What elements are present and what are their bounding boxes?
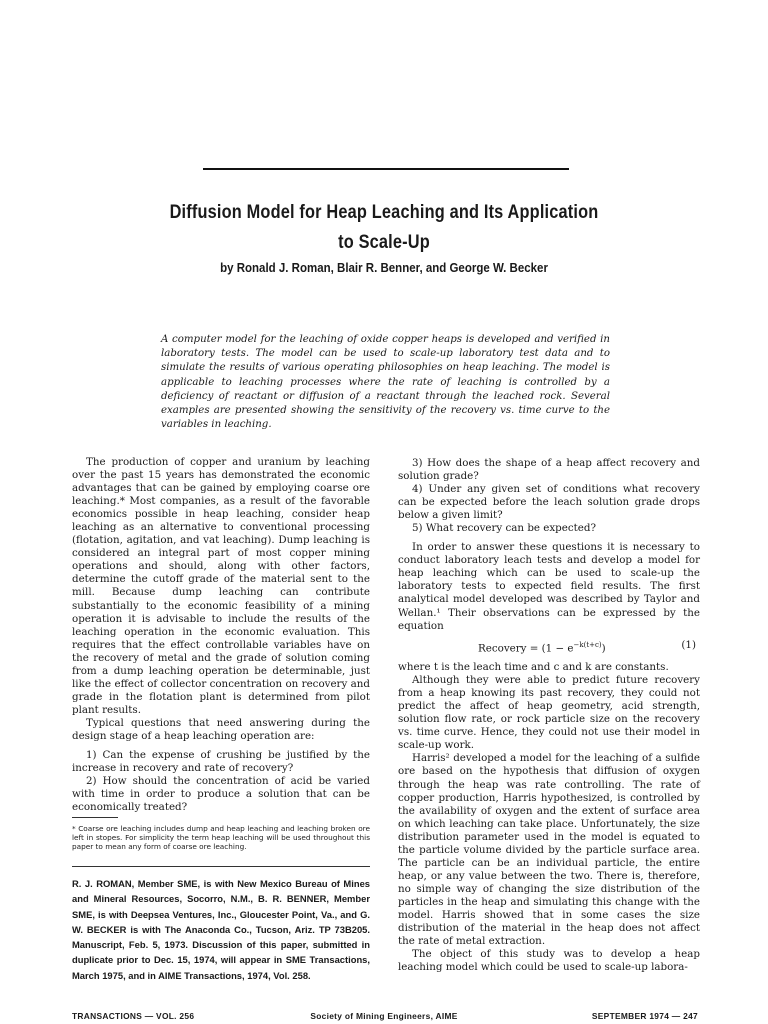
question-item: 2) How should the concentration of acid be varied with time in order to produce a solution that can be economically treated? <box>72 775 370 814</box>
title-line-1: Diffusion Model for Heap Leaching and Its Application <box>169 202 599 223</box>
equation-text: Recovery = (1 − e <box>478 642 574 655</box>
footer-date-page: SEPTEMBER 1974 — 247 <box>591 1011 698 1021</box>
left-column <box>72 456 370 814</box>
equation-number: (1) <box>681 638 696 651</box>
footnote-rule <box>72 817 118 818</box>
right-column <box>398 457 700 974</box>
equation-body <box>478 639 606 655</box>
footer-journal: TRANSACTIONS — VOL. 256 <box>72 1011 195 1021</box>
paragraph: where t is the leach time and c and k are constants. <box>398 661 669 674</box>
question-item: 5) What recovery can be expected? <box>412 522 596 535</box>
equation-close: ) <box>601 642 606 655</box>
footnote: * Coarse ore leaching includes dump and heap leaching and leaching broken ore left in stopes. For simplicity the term heap leaching will be used throughout this paper to mean any form of coarse ore leaching. <box>72 824 370 851</box>
title-line-2: to Scale-Up <box>338 232 430 253</box>
title-rule <box>203 168 569 170</box>
paragraph: Typical questions that need answering during the design stage of a heap leaching operation are: <box>72 716 370 742</box>
paragraph: The production of copper and uranium by leaching over the past 15 years has demonstrated the economic advantages that can be gained by employing coarse ore leaching.* Most companies, as a result of the favorable economics possible in heap leaching, consider heap leaching as an alternative to conventional processing (flotation, agitation, and vat leaching). Dump leaching is considered an integral part of most copper mining operations and should, along with other factors, determine the cutoff grade of the material sent to the mill. Because dump leaching can contribute substantially to the economic feasibility of a mining operation it is advisable to include the results of the leaching operation in the economic evaluation. This requires that the effect controllable variables have on the recovery of metal and the grade of solution coming from a dump leaching operation be determinable, just like the effect of collector concentration on recovery and grade in the flotation plant is determined from pilot plant results. <box>72 456 370 716</box>
question-item: 4) Under any given set of conditions what recovery can be expected before the leach solution grade drops below a given limit? <box>398 483 700 522</box>
equation-1 <box>398 633 700 661</box>
paragraph: The object of this study was to develop a heap leaching model which could be used to scale-up labora- <box>398 948 700 974</box>
paragraph: Harris² developed a model for the leaching of a sulfide ore based on the hypothesis that diffusion of oxygen through the heap was rate controlling. The rate of copper production, Harris hypothesized, is controlled by the availability of oxygen and the extent of surface area on which leaching can take place. Unfortunately, the size distribution parameter used in the model is equated to the particle volume divided by the particle surface area. The particle can be an individual particle, the entire heap, or any value between the two. There is, therefore, no simple way of changing the size distribution of the particles in the heap and simulating this change with the model. Harris showed that in some cases the size distribution of the material in the heap does not affect the rate of metal extraction. <box>398 752 700 948</box>
equation-exponent: −k(t+c) <box>573 640 602 649</box>
question-item: 3) How does the shape of a heap affect recovery and solution grade? <box>398 457 700 483</box>
paragraph: In order to answer these questions it is necessary to conduct laboratory leach tests and develop a model for heap leaching which can be used to scale-up the laboratory tests to expected field results. The first analytical model developed was described by Taylor and Wellan.¹ Their observations can be expressed by the equation <box>398 541 700 632</box>
abstract: A computer model for the leaching of oxide copper heaps is developed and verified in laboratory tests. The model can be used to scale-up laboratory test data and to simulate the results of various operating philosophies on heap leaching. The model is applicable to leaching processes where the rate of leaching is controlled by a deficiency of reactant or diffusion of a reactant through the leached rock. Several examples are presented showing the sensitivity of the recovery vs. time curve to the variables in leaching. <box>161 334 610 431</box>
article-title <box>123 198 646 258</box>
footer-society: Society of Mining Engineers, AIME <box>310 1011 458 1021</box>
paragraph: Although they were able to predict future recovery from a heap knowing its past recovery, they could not predict the affect of heap geometry, acid strength, solution flow rate, or rock particle size on the recovery vs. time curve. Hence, they could not use their model in scale-up work. <box>398 674 700 752</box>
author-byline: by Ronald J. Roman, Blair R. Benner, and George W. Becker <box>220 261 548 275</box>
author-affiliations: R. J. ROMAN, Member SME, is with New Mexico Bureau of Mines and Mineral Resources, Socorro, N.M., B. R. BENNER, Member SME, is with Deepsea Ventures, Inc., Gloucester Point, Va., and G. W. BECKER is with The Anaconda Co., Tucson, Ariz. TP 73B205. Manuscript, Feb. 5, 1973. Discussion of this paper, submitted in duplicate prior to Dec. 15, 1974, will appear in SME Transactions, March 1975, and in AIME Transactions, 1974, Vol. 258. <box>72 866 370 983</box>
question-item: 1) Can the expense of crushing be justified by the increase in recovery and rate of recovery? <box>72 749 370 775</box>
